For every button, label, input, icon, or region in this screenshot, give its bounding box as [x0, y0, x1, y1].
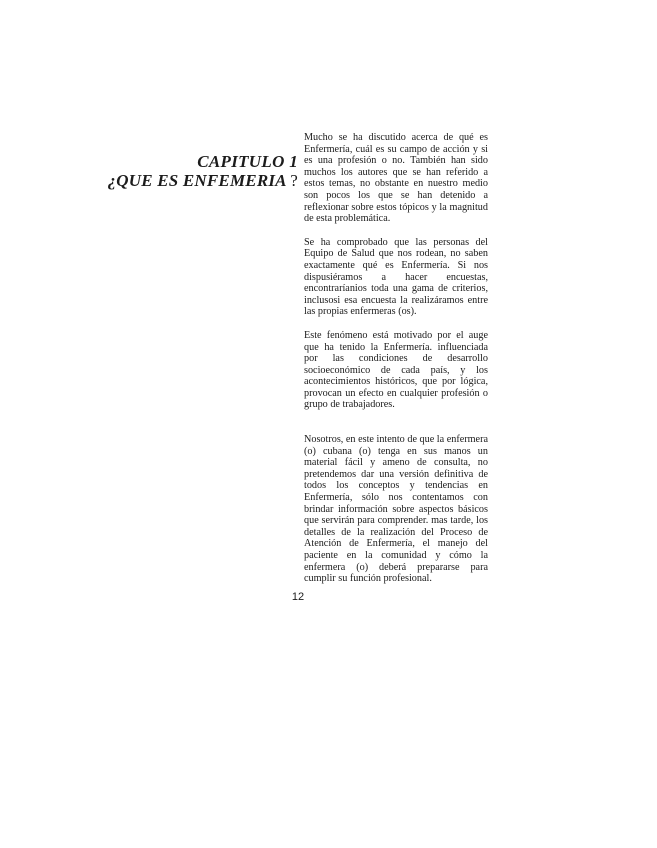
chapter-heading	[96, 152, 298, 190]
page-number: 12	[291, 591, 305, 603]
paragraph-4: Nosotros, en este intento de que la enfermera (o) cubana (o) tenga en sus manos un material fácil y ameno de consulta, no pretendemos dar una versión definitiva de todos los conceptos y tendencias en Enfermería, sólo nos contentamos con brindar información sobre aspectos básicos que servirán para comprender. mas tarde, los detalles de la realización del Proceso de Atención de Enfermería, el manejo del paciente en la comunidad y cómo la enfermera (o) deberá prepararse para cumplir su función profesional.	[304, 434, 488, 585]
chapter-title-question-mark: ?	[290, 171, 298, 190]
paragraph-3: Este fenómeno está motivado por el auge que ha tenido la Enfermería. influenciada por las condiciones de desarrollo socioeconómico de cada país, y los acontecimientos históricos, que por lógica, provocan un efecto en cualquier profesión o grupo de trabajadores.	[304, 329, 488, 411]
paragraph-2: Se ha comprobado que las personas del Equipo de Salud que nos rodean, no saben exactamente qué es Enfermería. Si nos dispusiéramos a hacer encuestas, encontraríanios toda una gama de criterios, inclusosi esa encuesta la realizáramos entre las propias enfermeras (os).	[304, 236, 488, 318]
paragraph-1: Mucho se ha discutido acerca de qué es Enfermería, cuál es su campo de acción y si es una profesión o no. También han sido muchos los autores que se han referido a estos temas, no obstante en nuestro medio son pocos los que se han detenido a reflexionar sobre estos tópicos y la magnitud de esta problemática.	[304, 132, 488, 225]
chapter-title	[96, 171, 298, 190]
chapter-number: CAPITULO 1	[197, 152, 298, 171]
chapter-title-text: ¿QUE ES ENFEMERIA	[107, 171, 286, 190]
body-text-column	[304, 132, 488, 585]
